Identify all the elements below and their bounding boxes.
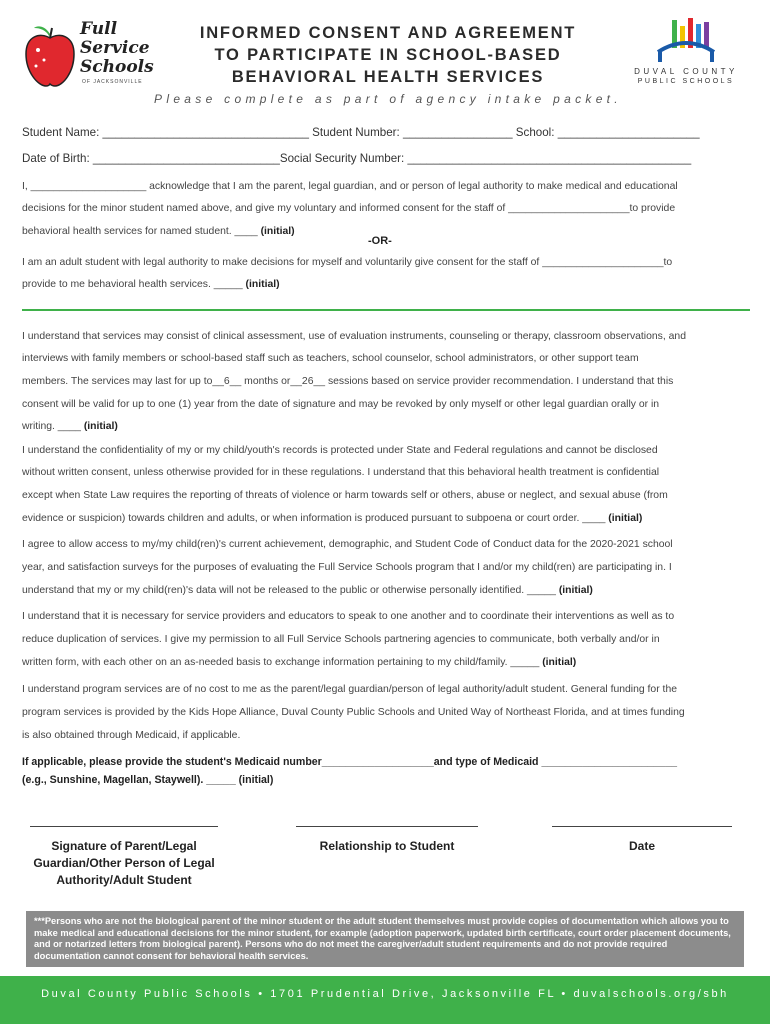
duval-logo-line1: DUVAL COUNTY [634,67,738,76]
clause4-l1: I understand that it is necessary for service providers and educators to speak to one another and to coordinate their interventions as well as to [22,611,675,622]
consent-p1-l3: behavioral health services for named student. ____ (initial) [22,226,295,237]
clause2-l3: except when State Law requires the reporting of threats of violence or harm towards self or others, abuse or neglect, and sexual abuse (from [22,490,668,501]
clause4-l2: reduce duplication of services. I give my permission to all Full Service Schools partnering agencies to communicate, both verbally and/or in [22,634,660,645]
relationship-line[interactable] [296,826,478,827]
logo-text: Full Service Schools [80,19,154,77]
or-divider: -OR- [368,235,392,247]
logo-subtext: OF JACKSONVILLE [82,79,143,85]
duval-county-logo [624,16,748,92]
full-service-schools-logo [22,16,152,92]
initial-label: (initial) [245,279,280,290]
document-subtitle: Please complete as part of agency intake packet. [154,92,622,106]
student-info-line[interactable]: Student Name: ________________________________ Student Number: _________________ School: ______________________ [22,126,700,139]
clause3-l2: year, and satisfaction surveys for the purposes of evaluating the Full Service Schools program that I and/or my child(ren) are participating in. I [22,562,672,573]
clause1-l3: members. The services may last for up to__6__ months or__26__ sessions based on service provider recommendation. I understand that this [22,376,674,387]
clause5-l2: program services is provided by the Kids Hope Alliance, Duval County Public Schools and United Way of Northeast Florida, and at times funding [22,707,685,718]
document-title: INFORMED CONSENT AND AGREEMENT TO PARTICIPATE IN SCHOOL-BASED BEHAVIORAL HEALTH SERVICES [199,24,577,86]
clause2-l1: I understand the confidentiality of my or my child/youth's records is protected under State and Federal regulations and cannot be disclosed [22,445,658,456]
school-building-icon [624,16,748,66]
signature-label: Signature of Parent/Legal Guardian/Other Person of Legal Authority/Adult Student [33,839,215,887]
initial-label: (initial) [260,226,295,237]
sessions-value: __26__ [290,376,326,387]
consent-p2-l1: I am an adult student with legal authority to make decisions for myself and voluntarily give consent for the staff of _____________________to [22,257,673,268]
documentation-note: ***Persons who are not the biological parent of the minor student or the adult student themselves must provide copies of documentation which allows you to make medical and educational decisions for the minor student, for example (adoption paperwork, updated birth certificate, court order placement documents, and or notarized letters from biological parent). Persons who do not meet the caregiver/adult student requirements and do not provide required documentation cannot consent for behavioral health services. [26,911,744,967]
clause1-l4: consent will be valid for up to one (1) year from the date of signature and may be revoked by only myself or other legal guardian orally or in [22,399,660,410]
date-label: Date [628,839,655,853]
apple-icon [22,20,78,90]
relationship-label: Relationship to Student [319,839,455,853]
clause1-l5: writing. ____ (initial) [22,421,118,432]
footer-bar: Duval County Public Schools • 1701 Prudential Drive, Jacksonville FL • duvalschools.org/sbh [0,976,770,1024]
clause2-l4: evidence or suspicion) towards children and adults, or when information is produced pursuant to subpoena or court order. ____ (initial) [22,513,643,524]
initial-label: (initial) [608,513,643,524]
initial-label: (initial) [558,585,593,596]
clause3-l3: understand that my or my child(ren)'s data will not be released to the public or otherwise personally identified. _____ (initial) [22,585,593,596]
medicaid-line1[interactable]: If applicable, please provide the student's Medicaid number___________________and type of Medicaid _______________________ [22,756,677,768]
clause2-l2: without written consent, unless otherwise provided for in these regulations. I understand that this behavioral health treatment is confidential [22,467,660,478]
initial-label: (initial) [83,421,118,432]
clause1-l2: interviews with family members or school-based staff such as teachers, school counselor, school administrators, or other support team [22,353,639,364]
signature-line[interactable] [30,826,218,827]
initial-label: (initial) [542,657,577,668]
green-divider [22,309,750,311]
clause4-l3: written form, with each other on an as-needed basis to exchange information pertaining to my child/family. _____ (initial) [22,657,577,668]
clause5-l3: is also obtained through Medicaid, if applicable. [22,730,241,741]
clause5-l1: I understand program services are of no cost to me as the parent/legal guardian/person of legal authority/adult student. General funding for the [22,684,678,695]
dob-ssn-line[interactable]: Date of Birth: _____________________________Social Security Number: ____________________________________________ [22,152,692,165]
date-line[interactable] [552,826,732,827]
medicaid-line2[interactable]: (e.g., Sunshine, Magellan, Staywell). _____ (initial) [22,774,274,786]
duval-logo-line2: PUBLIC SCHOOLS [637,78,735,85]
months-value: __6__ [212,376,242,387]
consent-p1-l2: decisions for the minor student named above, and give my voluntary and informed consent for the staff of _____________________to provide [22,203,676,214]
consent-p2-l2: provide to me behavioral health services. _____ (initial) [22,279,280,290]
clause3-l1: I agree to allow access to my/my child(ren)'s current achievement, demographic, and Student Code of Conduct data for the 2020-2021 school [22,539,673,550]
consent-p1-l1: I, ____________________ acknowledge that I am the parent, legal guardian, and or person of legal authority to make medical and educational [22,181,678,192]
clause1-l1: I understand that services may consist of clinical assessment, use of evaluation instruments, counseling or therapy, classroom observations, and [22,331,686,342]
